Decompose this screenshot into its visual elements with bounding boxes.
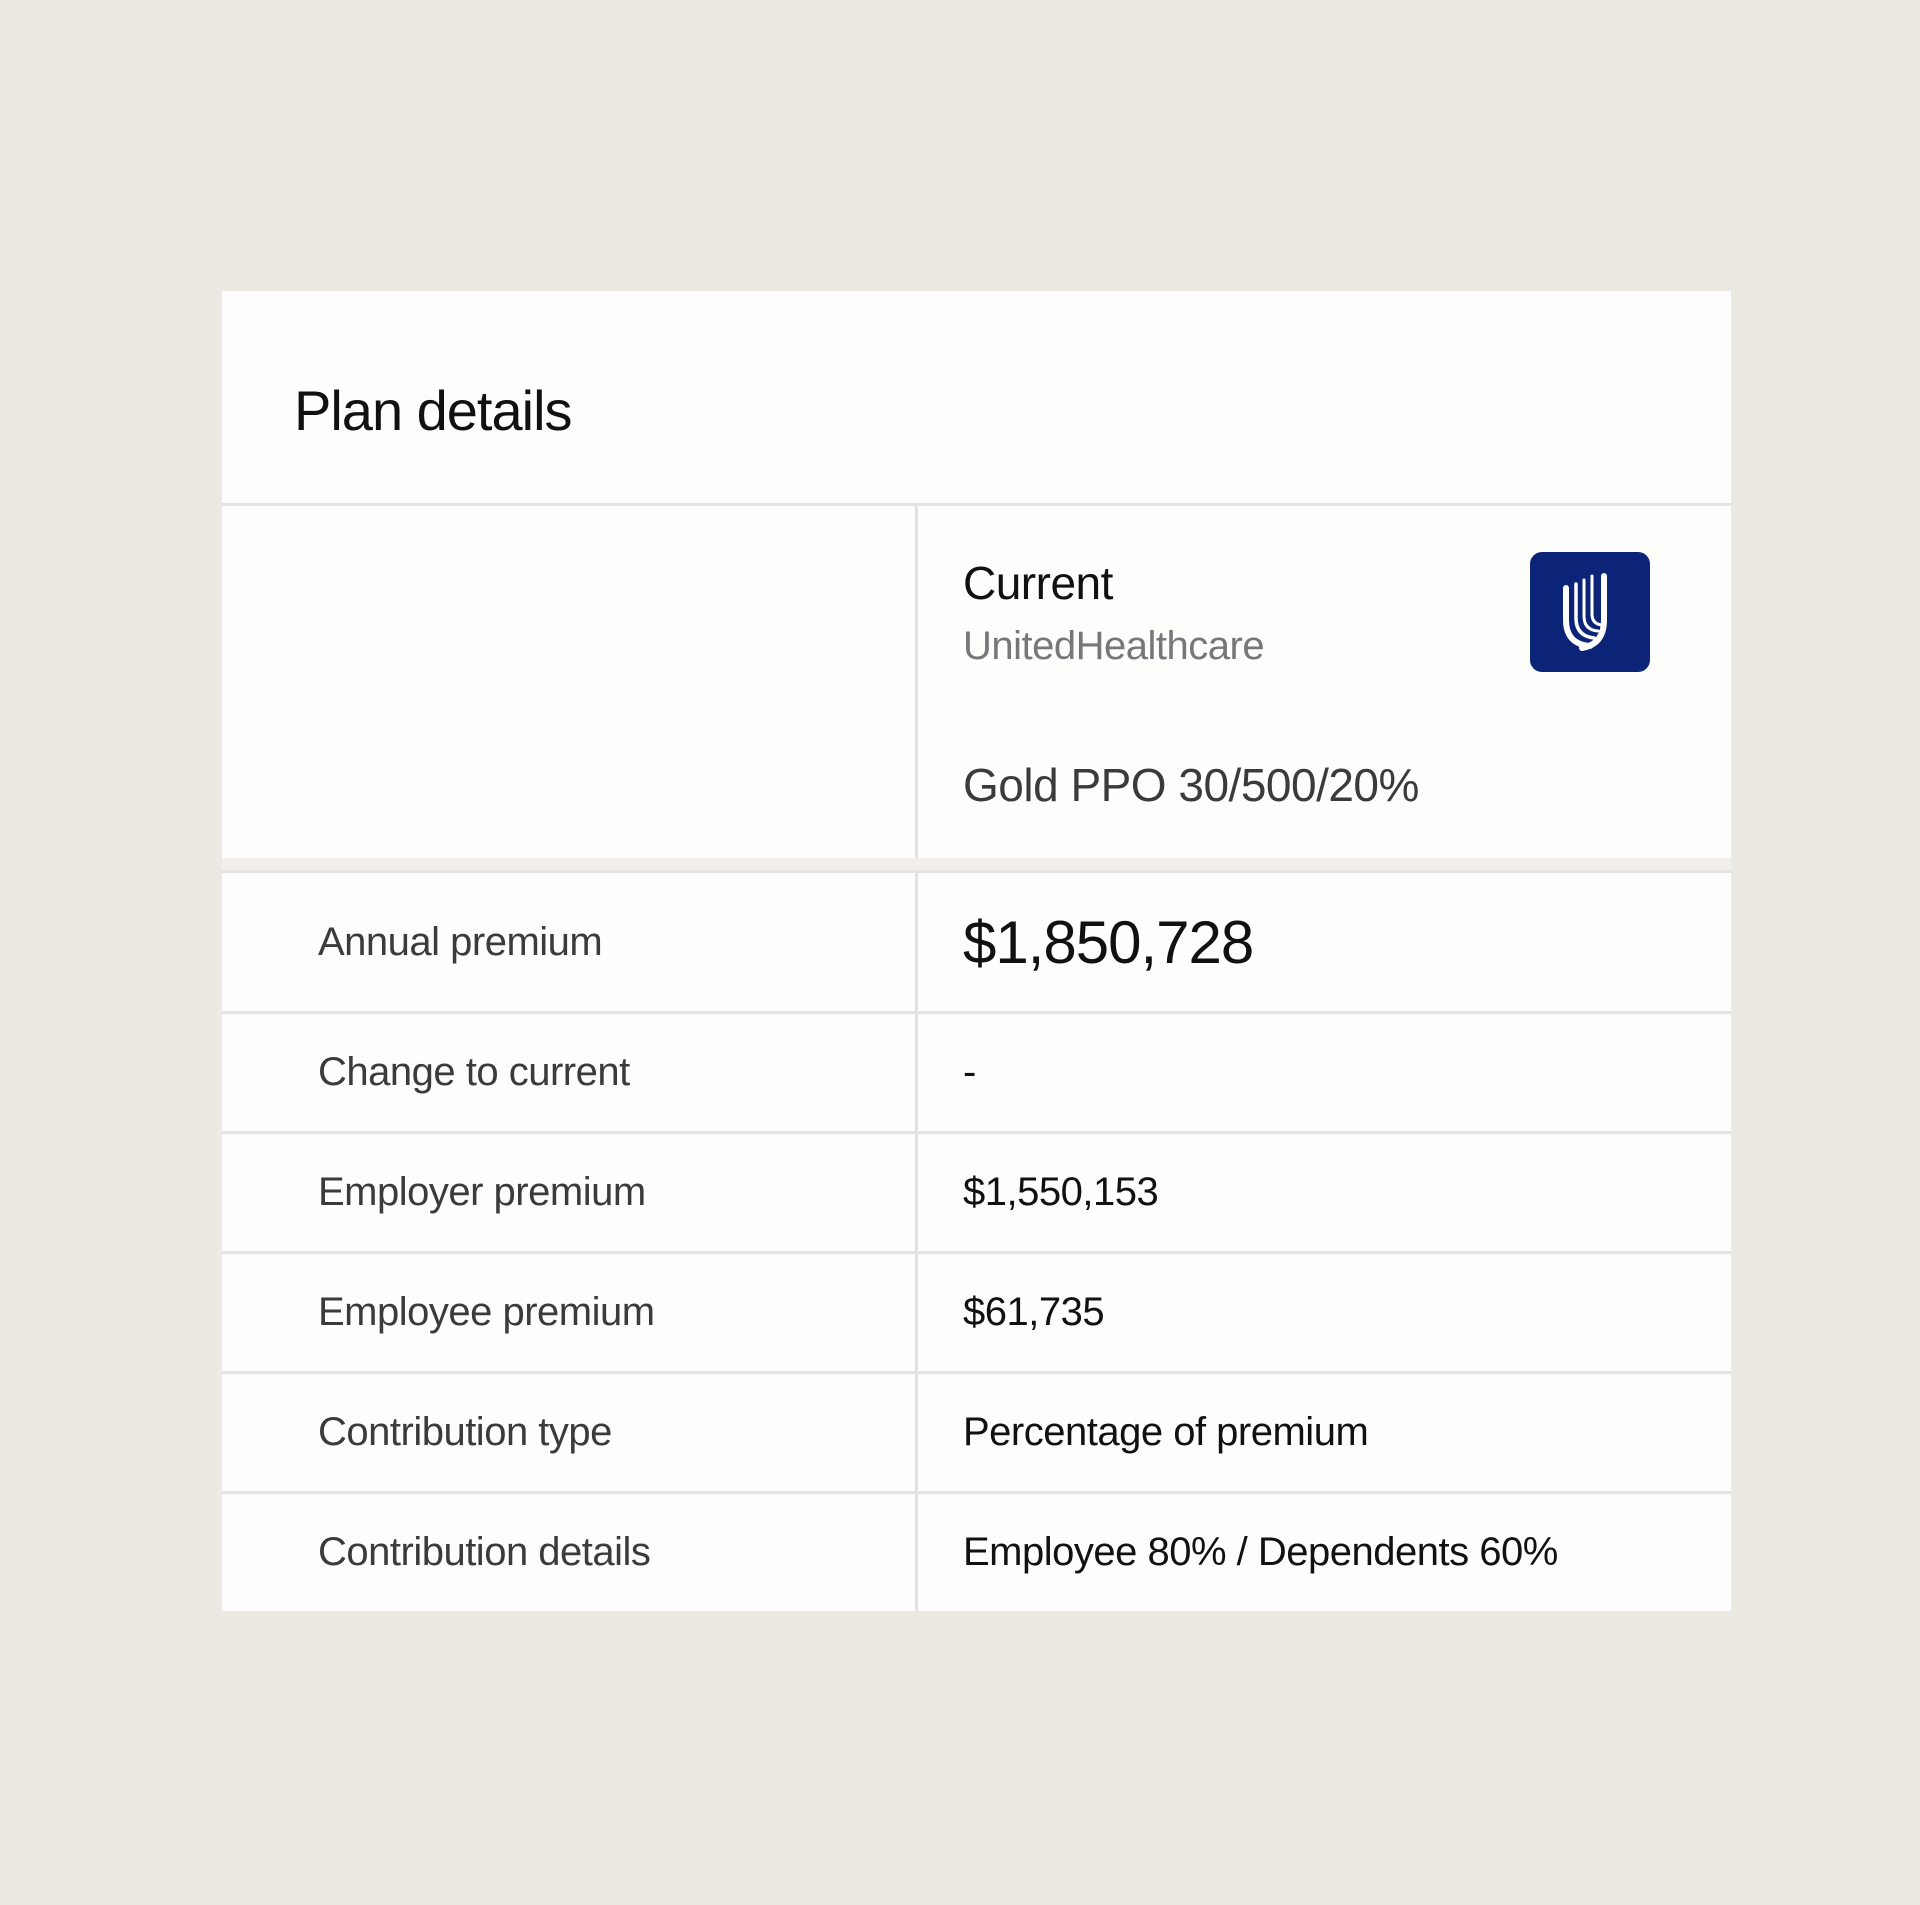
unitedhealthcare-logo-icon <box>1530 552 1650 672</box>
row-contribution-type <box>222 1371 1731 1491</box>
row-contribution-details <box>222 1491 1731 1611</box>
card-header <box>222 291 1731 506</box>
row-employer-premium <box>222 1131 1731 1251</box>
row-value: $1,550,153 <box>963 1170 1159 1214</box>
plan-status: Current <box>963 557 1113 609</box>
row-label: Employer premium <box>222 1134 918 1251</box>
row-label: Annual premium <box>222 873 918 1011</box>
plan-name: Gold PPO 30/500/20% <box>963 759 1419 811</box>
row-value: - <box>963 1050 976 1094</box>
row-label: Employee premium <box>222 1254 918 1371</box>
row-value: $1,850,728 <box>963 908 1254 976</box>
plan-header-label-cell <box>222 506 918 858</box>
row-value: Employee 80% / Dependents 60% <box>963 1530 1558 1574</box>
plan-header-value-cell <box>918 506 1731 858</box>
plan-carrier: UnitedHealthcare <box>963 624 1265 668</box>
row-value: Percentage of premium <box>963 1410 1369 1454</box>
unitedhealthcare-logo-icon-glyph <box>1560 570 1620 654</box>
plan-header-row <box>222 506 1731 870</box>
row-label: Contribution details <box>222 1494 918 1611</box>
row-employee-premium <box>222 1251 1731 1371</box>
row-label: Contribution type <box>222 1374 918 1491</box>
row-annual-premium <box>222 870 1731 1011</box>
row-label: Change to current <box>222 1014 918 1131</box>
row-value: $61,735 <box>963 1290 1105 1334</box>
row-change-to-current <box>222 1011 1731 1131</box>
card-title: Plan details <box>294 379 572 442</box>
plan-details-card <box>222 291 1731 1611</box>
